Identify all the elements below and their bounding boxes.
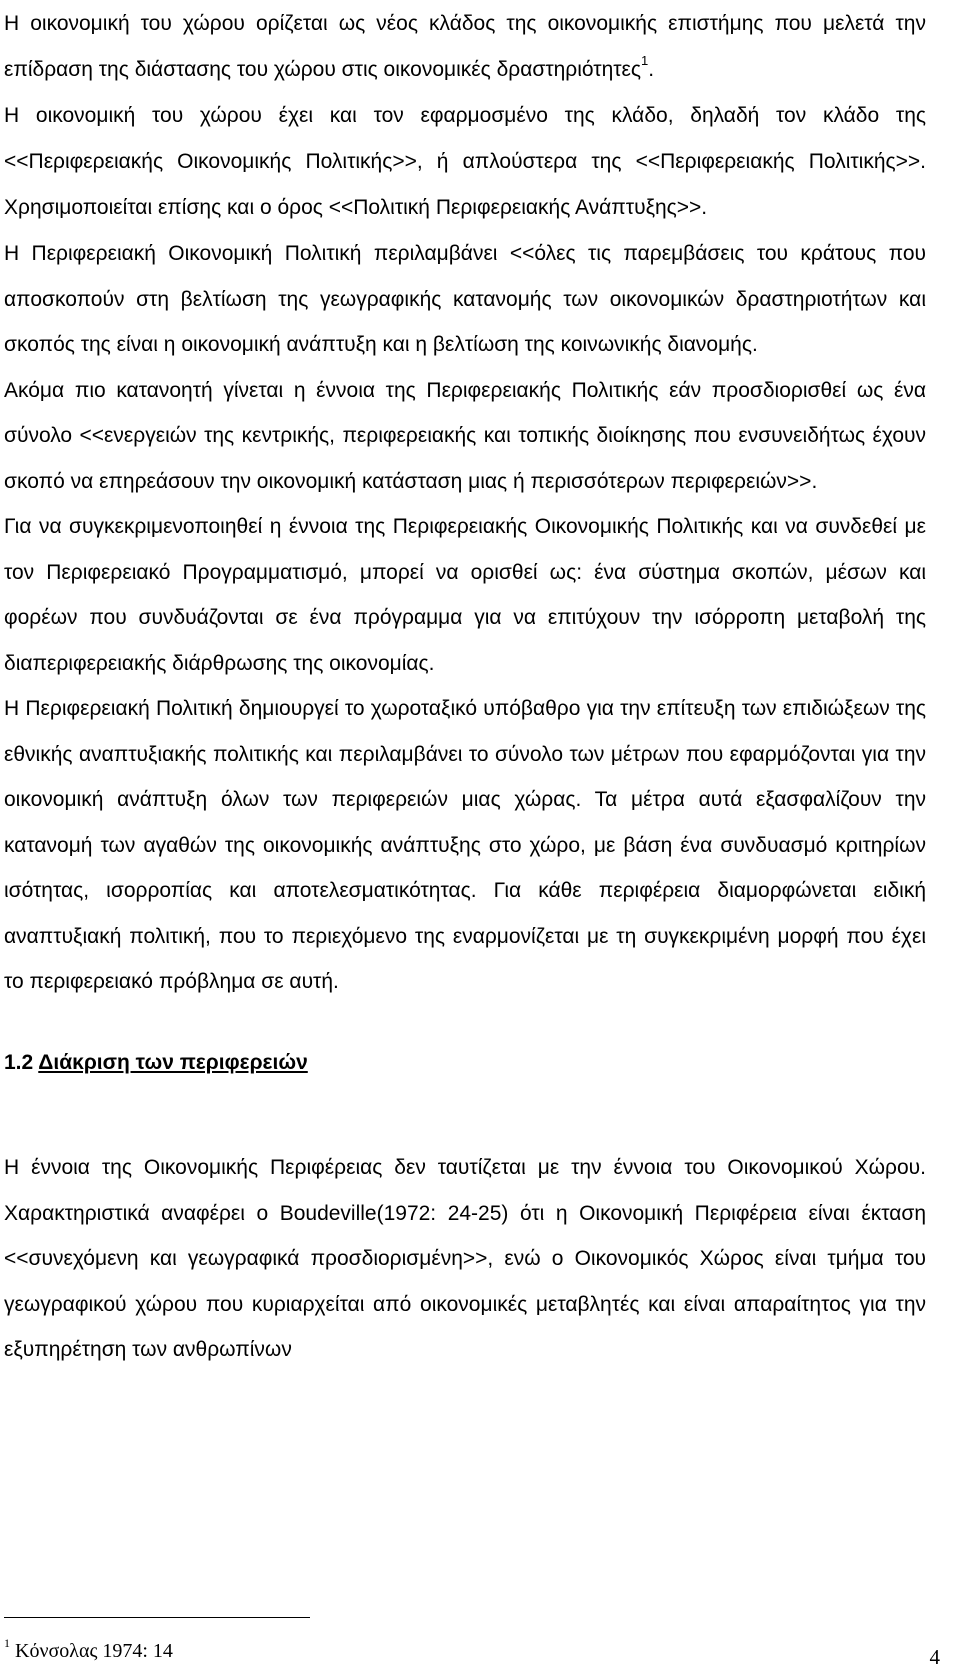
body-text — [4, 1, 926, 1373]
paragraph-5: Για να συγκεκριμενοποιηθεί η έννοια της Περιφερειακής Οικονομικής Πολιτικής και να συνδεθεί με τον Περιφερειακό Προγραμματισμό, μπορεί να ορισθεί ως: ένα σύστημα σκοπών, μέσων και φορέων που συνδυάζονται σε ένα πρόγραμμα για να επιτύχουν την ισόρροπη μεταβολή της διαπεριφερειακής διάρθρωσης της οικονομίας. — [4, 515, 926, 675]
paragraph-6: Η Περιφερειακή Πολιτική δημιουργεί το χωροταξικό υπόβαθρο για την επίτευξη των επιδιώξεων της εθνικής αναπτυξιακής πολιτικής και περιλαμβάνει το σύνολο των μέτρων που εφαρμόζονται για την οικονομική ανάπτυξη όλων των περιφερειών μιας χώρας. Τα μέτρα αυτά εξασφαλίζουν την κατανομή των αγαθών της οικονομικής ανάπτυξης στο χώρο, με βάση ένα συνδυασμό κριτηρίων ισότητας, ισορροπίας και αποτελεσματικότητας. Για κάθε περιφέρεια διαμορφώνεται ειδική αναπτυξιακή πολιτική, που το περιεχόμενο της εναρμονίζεται με τη συγκεκριμένη μορφή που έχει το περιφερειακό πρόβλημα σε αυτή. — [4, 697, 926, 993]
paragraph-1-text: Η οικονομική του χώρου ορίζεται ως νέος κλάδος της οικονομικής επιστήμης που μελετά την επίδραση της διάστασης του χώρου στις οικονομικές δραστηριότητες — [4, 12, 926, 81]
section-number: 1.2 — [4, 1050, 34, 1074]
footnote-reference[interactable]: 1 — [641, 53, 649, 68]
spacer — [4, 1085, 926, 1145]
paragraph-3: Η Περιφερειακή Οικονομική Πολιτική περιλαμβάνει <<όλες τις παρεμβάσεις του κράτους που αποσκοπούν στη βελτίωση της γεωγραφικής κατανομής των οικονομικών δραστηριοτήτων και σκοπός της είναι η οικονομική ανάπτυξη και η βελτίωση της κοινωνικής διανομής. — [4, 242, 926, 356]
paragraph-1 — [4, 1, 926, 93]
footnote-divider — [4, 1617, 310, 1618]
footnote-marker: 1 — [4, 1636, 10, 1651]
section-title: Διάκριση των περιφερειών — [38, 1050, 308, 1074]
section-paragraph: Η έννοια της Οικονομικής Περιφέρειας δεν ταυτίζεται με την έννοια του Οικονομικού Χώρου. Χαρακτηριστικά αναφέρει ο Boudeville(1972: 24-25) ότι η Οικονομική Περιφέρεια είναι έκταση <<συνεχόμενη και γεωγραφικά προσδιορισμένη>>, ενώ ο Οικονομικός Χώρος είναι τμήμα του γεωγραφικού χώρου που κυριαρχείται από οικονομικές μεταβλητές και είναι απαραίτητος για την εξυπηρέτηση των ανθρωπίνων — [4, 1156, 926, 1361]
paragraph-4: Ακόμα πιο κατανοητή γίνεται η έννοια της Περιφερειακής Πολιτικής εάν προσδιορισθεί ως ένα σύνολο <<ενεργειών της κεντρικής, περιφερειακής και τοπικής διοίκησης που ενσυνειδήτως έχουν σκοπό να επηρεάσουν την οικονομική κατάσταση μιας ή περισσότερων περιφερειών>>. — [4, 378, 926, 493]
footnote — [4, 1636, 173, 1663]
footnote-text: Κόνσολας 1974: 14 — [15, 1640, 173, 1662]
page-number: 4 — [929, 1645, 940, 1669]
spacer — [4, 1005, 926, 1040]
paragraph-2: Η οικονομική του χώρου έχει και τον εφαρμοσμένο της κλάδο, δηλαδή τον κλάδο της <<Περιφερειακής Οικονομικής Πολιτικής>>, ή απλούστερα της <<Περιφερειακής Πολιτικής>>. Χρησιμοποιείται επίσης και ο όρος <<Πολιτική Περιφερειακής Ανάπτυξης>>. — [4, 104, 926, 219]
section-heading — [4, 1040, 926, 1086]
paragraph-1-end: . — [648, 58, 655, 81]
